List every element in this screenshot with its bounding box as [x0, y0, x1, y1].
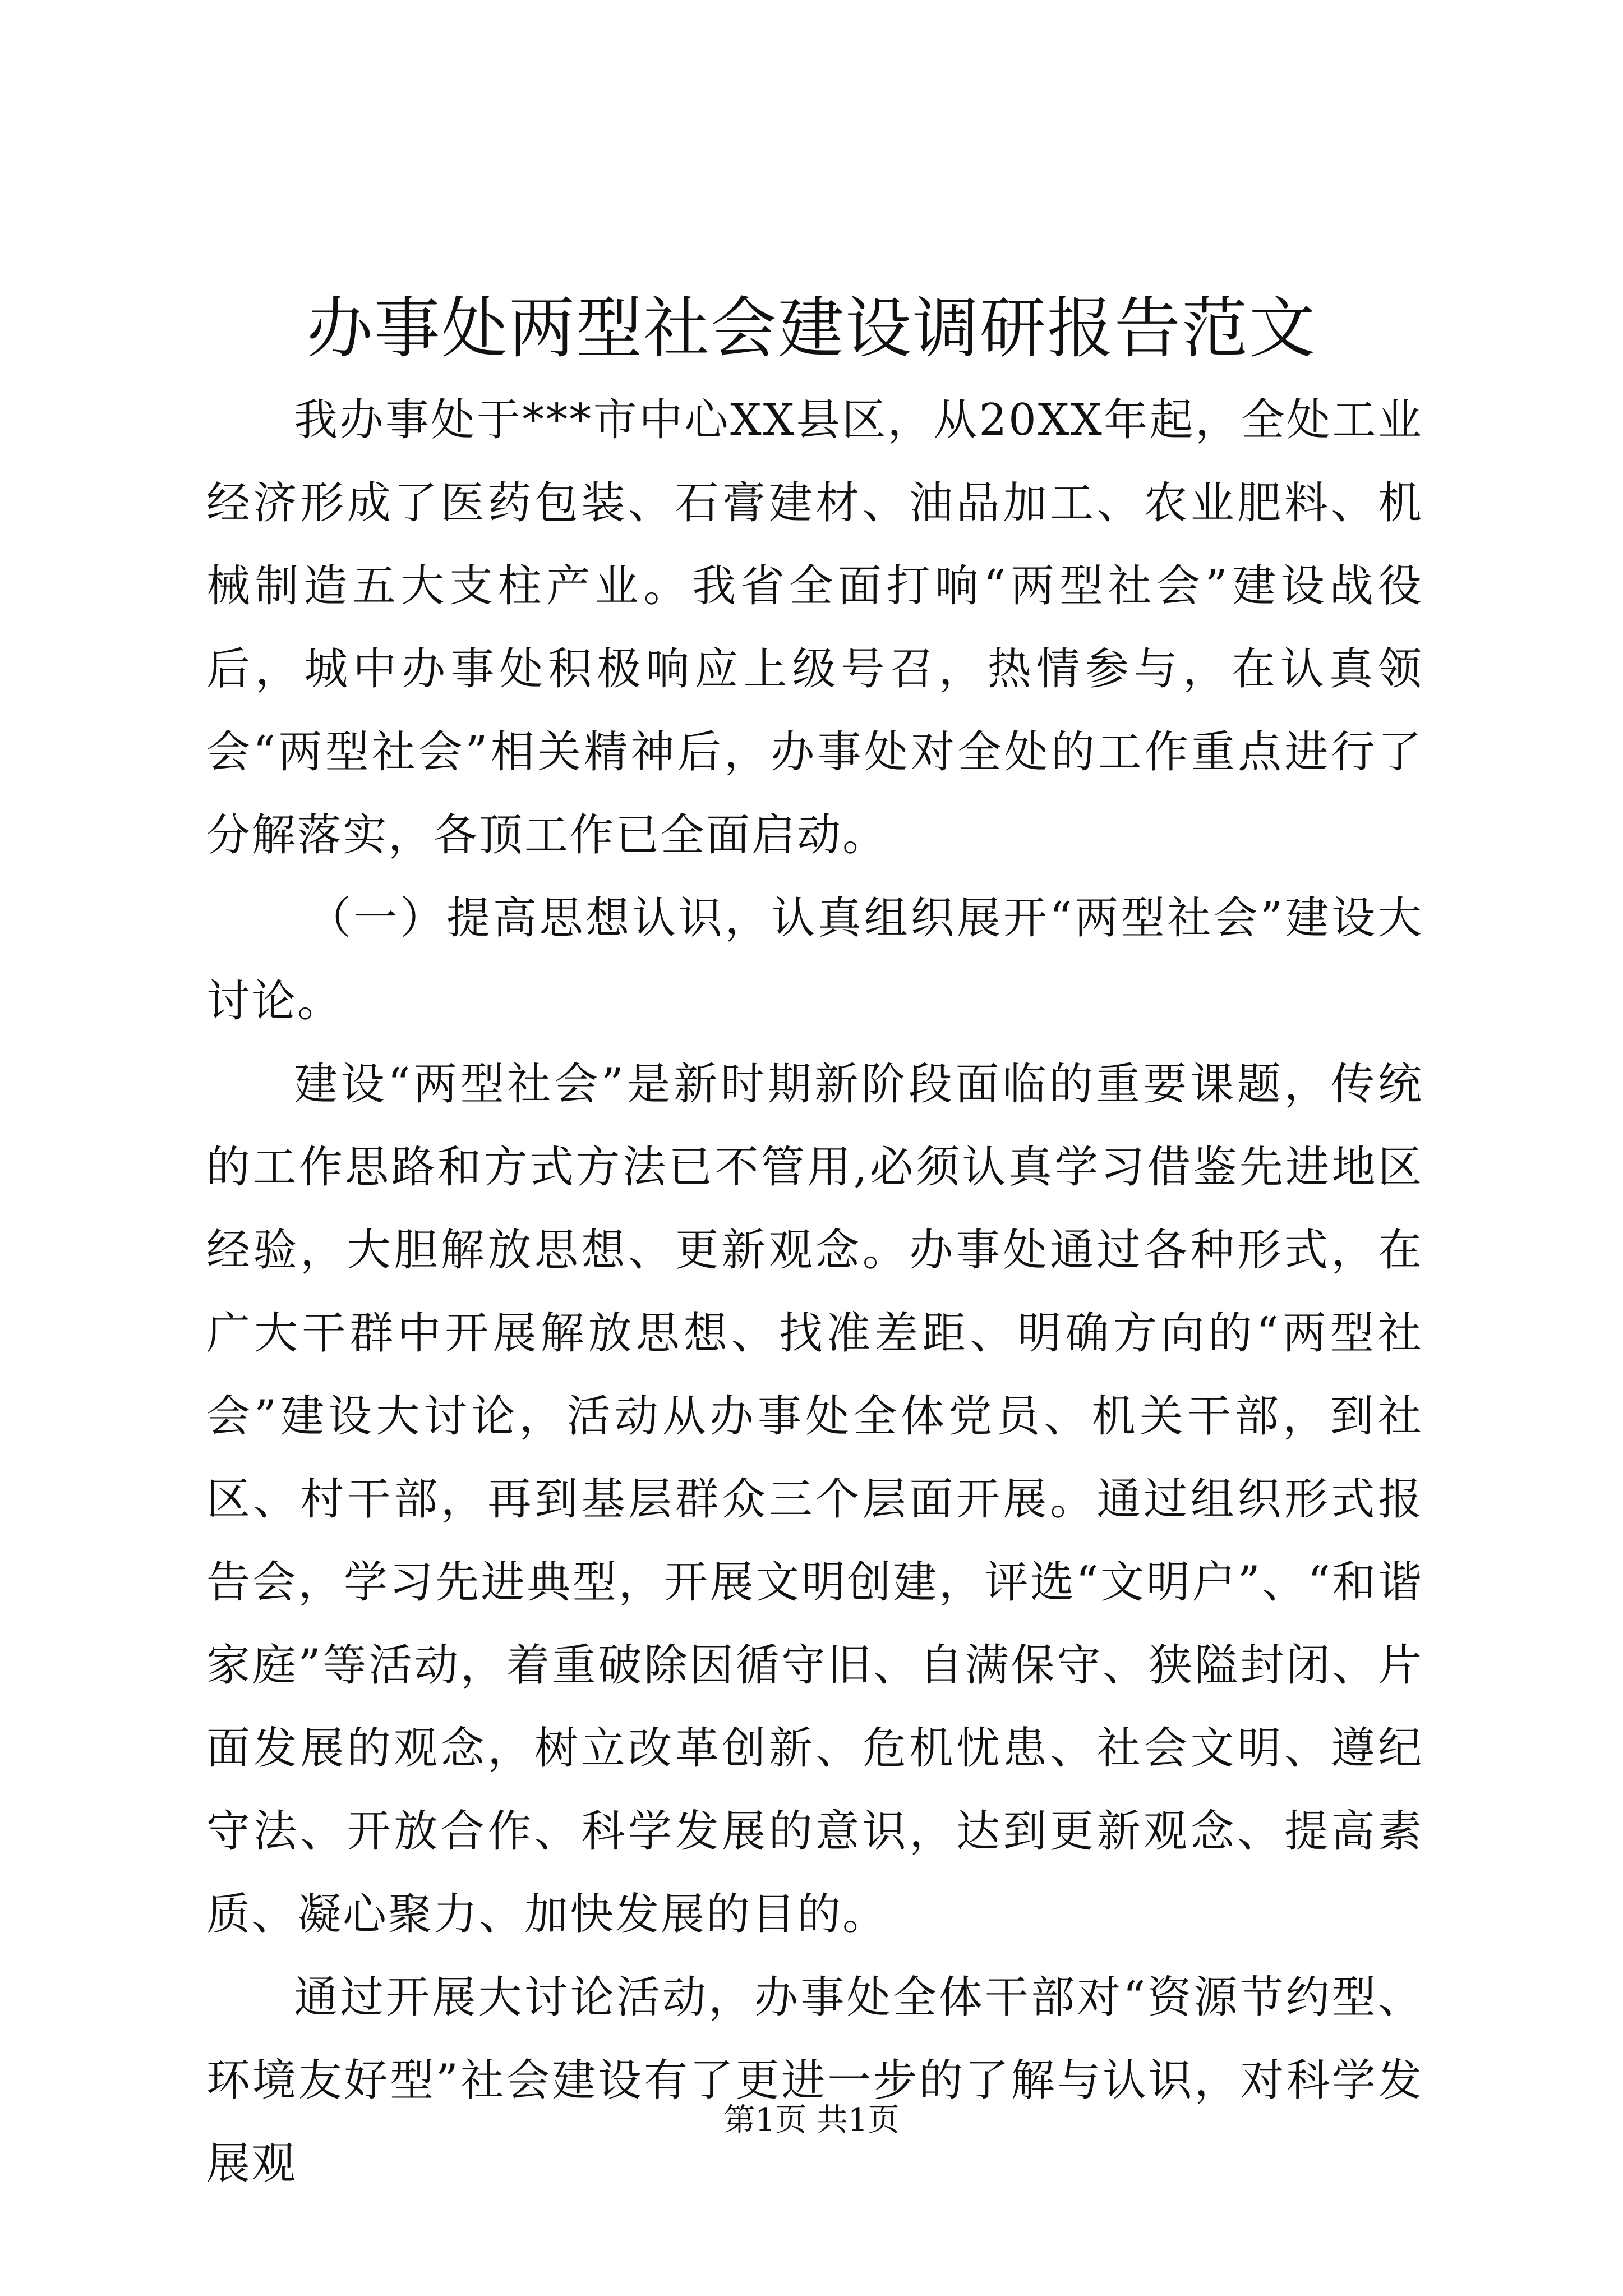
paragraph-section-heading: （一）提高思想认识，认真组织展开“两型社会”建设大讨论。 [206, 893, 1423, 1027]
paragraph-discussion: 建设“两型社会”是新时期新阶段面临的重要课题，传统的工作思路和方式方法已不管用,必须认真学习借鉴先进地区经验，大胆解放思想、更新观念。办事处通过各种形式，在广大干群中开展解放思想、找准差距、明确方向的“两型社会”建设大讨论，活动从办事处全体党员、机关干部，到社区、村干部，再到基层群众三个层面开展。通过组织形式报告会，学习先进典型，开展文明创建，评选“文明户”、“和谐家庭”等活动，着重破除因循守旧、自满保守、狭隘封闭、片面发展的观念，树立改革创新、危机忧患、社会文明、遵纪守法、开放合作、科学发展的意识，达到更新观念、提高素质、凝心聚力、加快发展的目的。 [206, 1059, 1423, 1940]
paragraph-intro: 我办事处于***市中心XX县区，从20XX年起，全处工业经济形成了医药包装、石膏建材、油品加工、农业肥料、机械制造五大支柱产业。我省全面打响“两型社会”建设战役后，城中办事处积极响应上级号召，热情参与，在认真领会“两型社会”相关精神后，办事处对全处的工作重点进行了分解落实，各顶工作已全面启动。 [206, 395, 1423, 861]
paragraph-results: 通过开展大讨论活动，办事处全体干部对“资源节约型、环境友好型”社会建设有了更进一步的了解与认识，对科学发展观 [206, 1972, 1423, 2189]
document-body [206, 379, 1423, 2205]
page-footer: 第1页 共1页 [723, 2102, 900, 2138]
document-title: 办事处两型社会建设调研报告范文 [306, 289, 1316, 367]
